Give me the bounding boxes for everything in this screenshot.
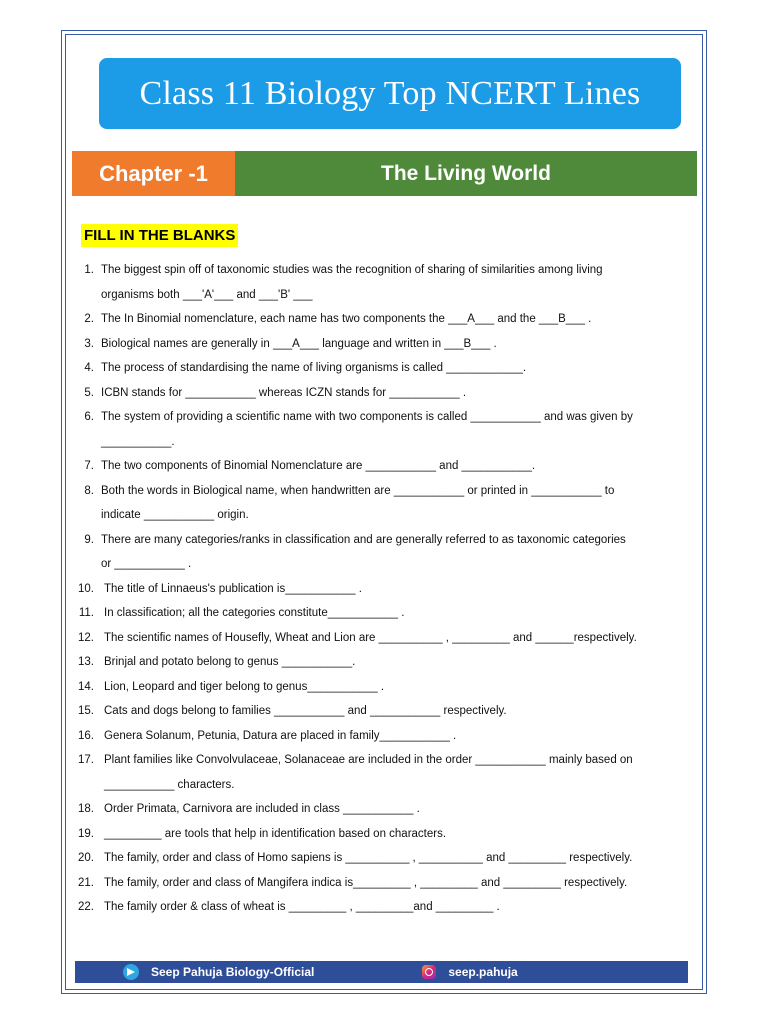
question-text: Lion, Leopard and tiger belong to genus___________ . bbox=[104, 680, 385, 693]
question-item-continuation bbox=[74, 430, 684, 455]
question-item-continuation bbox=[74, 773, 684, 798]
question-number: 11. bbox=[78, 607, 94, 619]
question-number: 18. bbox=[78, 803, 94, 815]
question-item bbox=[74, 405, 684, 430]
question-item bbox=[74, 724, 684, 749]
question-text: The In Binomial nomenclature, each name has two components the ___A___ and the ___B___ . bbox=[101, 313, 592, 325]
question-text: Both the words in Biological name, when handwritten are ___________ or printed in ___________ to bbox=[101, 484, 615, 497]
question-number: 7. bbox=[84, 460, 94, 472]
question-item bbox=[74, 650, 684, 675]
question-number: 14. bbox=[78, 680, 94, 693]
question-item bbox=[74, 258, 684, 283]
question-number: 17. bbox=[78, 754, 94, 766]
question-item bbox=[74, 381, 684, 406]
question-number: 5. bbox=[84, 386, 94, 399]
question-item-continuation bbox=[74, 503, 684, 528]
question-number: 16. bbox=[78, 729, 94, 742]
question-number: 15. bbox=[78, 705, 94, 717]
question-text: ___________. bbox=[101, 435, 175, 448]
question-text: ___________ characters. bbox=[104, 778, 235, 791]
question-item bbox=[74, 626, 684, 651]
question-item bbox=[74, 332, 684, 357]
page-title: Class 11 Biology Top NCERT Lines bbox=[139, 74, 641, 112]
question-text: There are many categories/ranks in classification and are generally referred to as taxonomic categories bbox=[101, 533, 626, 546]
question-text: organisms both ___'A'___ and ___'B' ___ bbox=[101, 288, 313, 301]
title-banner bbox=[99, 58, 681, 129]
question-text: The system of providing a scientific name with two components is called ___________ and was given by bbox=[101, 411, 633, 423]
question-number: 19. bbox=[78, 827, 94, 840]
chapter-name: The Living World bbox=[235, 151, 697, 196]
question-item bbox=[74, 871, 684, 896]
chapter-bar bbox=[72, 151, 697, 196]
footer-instagram-handle: seep.pahuja bbox=[448, 965, 518, 979]
question-number: 8. bbox=[84, 484, 94, 497]
question-text: Genera Solanum, Petunia, Datura are placed in family___________ . bbox=[104, 729, 457, 742]
question-text: The scientific names of Housefly, Wheat and Lion are __________ , _________ and ______respectively. bbox=[104, 631, 637, 644]
question-item bbox=[74, 577, 684, 602]
question-number: 20. bbox=[78, 852, 94, 864]
question-item bbox=[74, 748, 684, 773]
question-item bbox=[74, 895, 684, 920]
question-text: The process of standardising the name of living organisms is called ____________. bbox=[101, 362, 527, 374]
question-text: The family, order and class of Mangifera indica is_________ , _________ and _________ respectively. bbox=[104, 876, 628, 889]
footer-instagram[interactable] bbox=[422, 965, 517, 979]
question-number: 13. bbox=[78, 656, 94, 668]
question-text: indicate ___________ origin. bbox=[101, 509, 249, 521]
question-text: Biological names are generally in ___A___ language and written in ___B___ . bbox=[101, 337, 497, 350]
question-list bbox=[74, 258, 684, 920]
question-text: The biggest spin off of taxonomic studies was the recognition of sharing of similarities among living bbox=[101, 264, 603, 276]
question-text: The family, order and class of Homo sapiens is __________ , __________ and _________ respectively. bbox=[104, 852, 633, 864]
question-item bbox=[74, 846, 684, 871]
question-text: Cats and dogs belong to families ___________ and ___________ respectively. bbox=[104, 705, 507, 717]
instagram-icon bbox=[422, 965, 436, 979]
question-item bbox=[74, 822, 684, 847]
question-number: 6. bbox=[84, 411, 94, 423]
question-text: ICBN stands for ___________ whereas ICZN stands for ___________ . bbox=[101, 386, 467, 399]
question-item bbox=[74, 797, 684, 822]
question-item bbox=[74, 479, 684, 504]
question-item bbox=[74, 601, 684, 626]
question-text: The two components of Binomial Nomenclature are ___________ and ___________. bbox=[101, 460, 536, 472]
question-number: 21. bbox=[78, 876, 94, 889]
telegram-icon bbox=[123, 964, 139, 980]
question-text: Plant families like Convolvulaceae, Solanaceae are included in the order ___________ mainly based on bbox=[104, 754, 633, 766]
question-item bbox=[74, 528, 684, 553]
question-item-continuation bbox=[74, 283, 684, 308]
question-text: The title of Linnaeus's publication is___________ . bbox=[104, 582, 362, 595]
question-text: Order Primata, Carnivora are included in class ___________ . bbox=[104, 803, 420, 815]
question-item-continuation bbox=[74, 552, 684, 577]
question-number: 2. bbox=[84, 313, 94, 325]
question-text: or ___________ . bbox=[101, 558, 192, 570]
section-heading: FILL IN THE BLANKS bbox=[81, 224, 238, 247]
footer-telegram[interactable] bbox=[123, 964, 314, 980]
question-number: 1. bbox=[84, 264, 94, 276]
question-number: 4. bbox=[84, 362, 94, 374]
question-item bbox=[74, 356, 684, 381]
question-item bbox=[74, 675, 684, 700]
question-number: 3. bbox=[84, 337, 94, 350]
footer-channel-name: Seep Pahuja Biology-Official bbox=[151, 965, 315, 979]
footer-bar bbox=[75, 961, 688, 983]
question-number: 10. bbox=[78, 582, 94, 595]
question-number: 12. bbox=[78, 631, 94, 644]
question-text: In classification; all the categories constitute___________ . bbox=[104, 607, 405, 619]
question-text: Brinjal and potato belong to genus ___________. bbox=[104, 656, 356, 668]
question-text: The family order & class of wheat is _________ , _________and _________ . bbox=[104, 901, 500, 913]
question-text: _________ are tools that help in identification based on characters. bbox=[104, 827, 447, 840]
question-number: 9. bbox=[84, 533, 94, 546]
chapter-number: Chapter -1 bbox=[72, 151, 235, 196]
question-item bbox=[74, 454, 684, 479]
question-number: 22. bbox=[78, 901, 94, 913]
question-item bbox=[74, 699, 684, 724]
question-item bbox=[74, 307, 684, 332]
